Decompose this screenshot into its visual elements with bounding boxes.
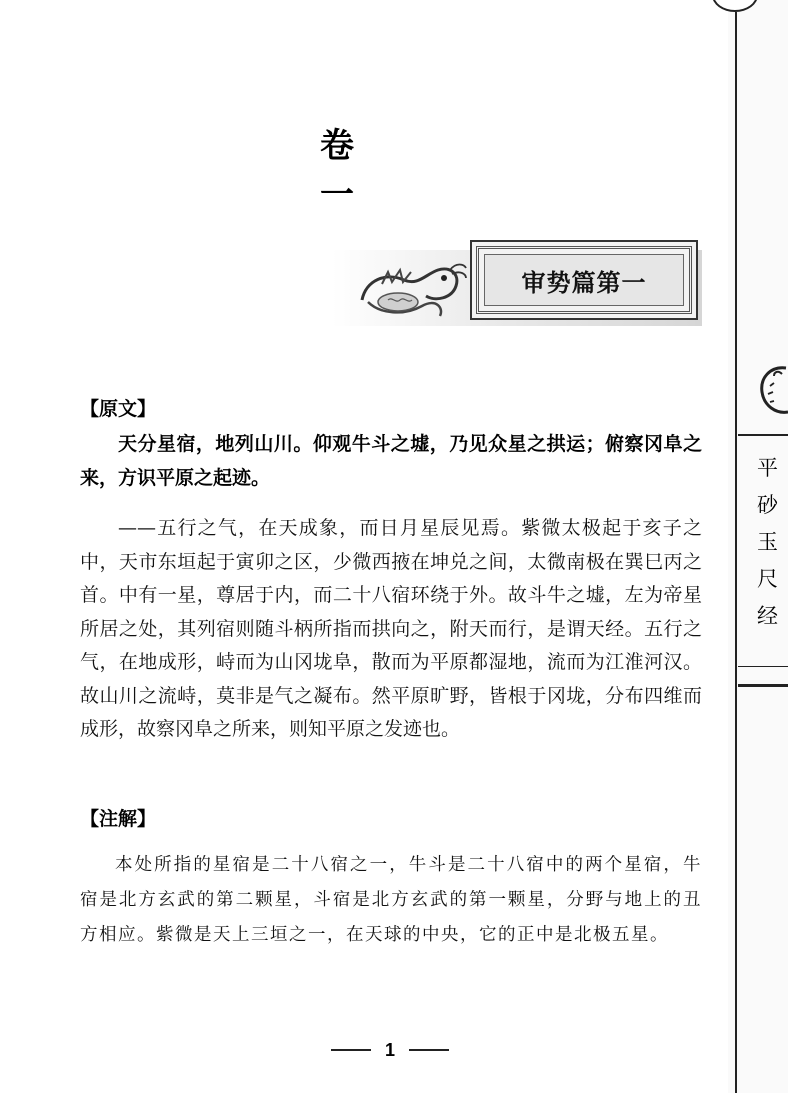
side-tab-bottom-rule-thin [738,666,788,667]
dragon-curl-icon [756,362,788,420]
side-tab-rule [735,12,737,1093]
banner-inner-panel [484,254,684,306]
banner-frame [470,240,698,320]
section-banner [332,240,702,326]
page-number: 1 [384,1039,395,1060]
side-tab-bottom-rule [738,684,788,687]
side-tab-top-rule [738,434,788,436]
book-title-vertical: 平砂玉尺经 [757,456,778,628]
original-main-text: 天分星宿，地列山川。仰观牛斗之墟，乃见众星之拱运；俯察冈阜之来，方识平原之起迹。 [80,433,702,489]
footer-rule-left [331,1049,371,1051]
dragon-ornament-icon [352,244,472,322]
annotation-text: 本处所指的星宿是二十八宿之一，牛斗是二十八宿中的两个星宿，牛宿是北方玄武的第二颗星，斗宿是北方玄武的第一颗星，分野与地上的丑方相应。紫微是天上三垣之一，在天球的中央，它的正中是北极五星。 [80,855,702,945]
footer-rule-right [409,1049,449,1051]
annotation-heading: 【注解】 [80,808,157,830]
section-title: 审势篇第一 [521,267,647,297]
page-footer [300,1038,480,1062]
original-heading: 【原文】 [80,398,157,420]
chapter-title: 卷一 [320,126,402,215]
original-commentary: ——五行之气，在天成象，而日月星辰见焉。紫微太极起于亥子之中，天市东垣起于寅卯之区，少微西掖在坤兑之间，太微南极在巽巳丙之首。中有一星，尊居于内，而二十八宿环绕于外。故斗牛之墟，左为帝星所居之处，其列宿则随斗柄所指而拱向之，附天而行，是谓天经。五行之气，在地成形，峙而为山冈垅阜，散而为平原都湿地，流而为江淮河汉。故山川之流峙，莫非是气之凝布。然平原旷野，皆根于冈垅，分布四维而成形，故察冈阜之所来，则知平原之发迹也。 [80,517,702,740]
